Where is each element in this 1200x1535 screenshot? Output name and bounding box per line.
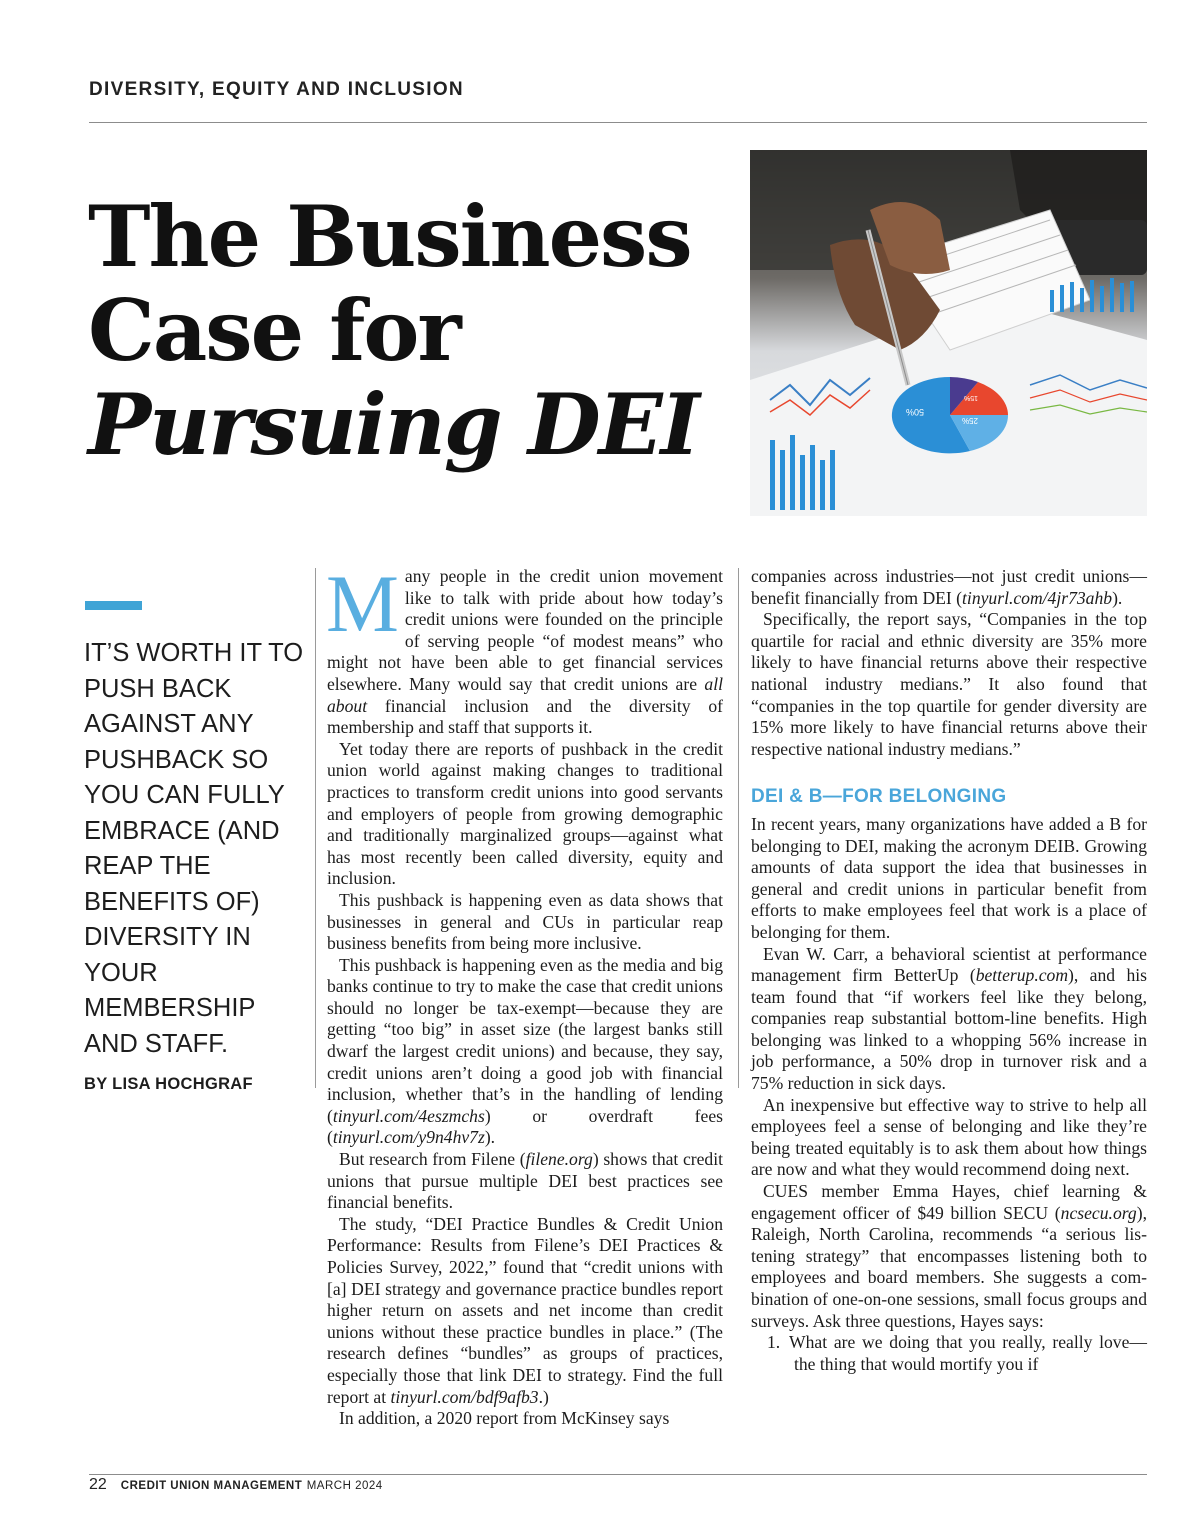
headline-line: The Business	[88, 187, 691, 286]
page-number: 22	[89, 1476, 107, 1493]
business-charts-photo	[750, 150, 1147, 516]
body-paragraph	[751, 1181, 1147, 1332]
url-link[interactable]: tinyurl.com/4eszmchs	[332, 1105, 485, 1126]
headline	[88, 187, 698, 474]
text-run: ) or overdraft fees (	[327, 1105, 723, 1148]
text-run: companies across industries—not just credit unions—benefit financially from DEI (	[751, 566, 1147, 608]
headline-line-italic: Pursuing DEI	[88, 375, 698, 474]
pie-label: 25%	[961, 416, 978, 425]
url-link[interactable]: filene.org	[525, 1149, 593, 1170]
column-divider	[315, 568, 316, 1088]
section-label: DIVERSITY, EQUITY AND INCLUSION	[89, 79, 464, 100]
body-paragraph	[327, 955, 723, 1149]
body-paragraph	[751, 944, 1147, 1095]
text-run: The study, “DEI Practice Bundles & Credit Union Performance: Results from Filene’s DEI Practices & Policies Survey, 2022,” found that “credit unions with [a] DEI strategy and governance practice bundles report higher return on assets and net income than credit unions without these practice bundles in place.” (The research defines “bundles” as groups of practices, especially those that link DEI to strategy. Find the full report at	[327, 1213, 723, 1407]
footer-divider	[89, 1474, 1147, 1475]
section-subhead: DEI & B—FOR BELONGING	[751, 786, 1007, 808]
text-run: Evan W. Carr, a behavioral scientist at performance management firm BetterUp (	[751, 943, 1147, 986]
text-run: But research from Filene (	[339, 1149, 526, 1170]
body-paragraph: Specifically, the report says, “Companies in the top quartile for racial and ethnic diversity are 35% more likely to have financial returns above their respective national industry medians.” It also found that “companies in the top quartile for gender diversity are 15% more likely to have financial returns above their respective national industry medians.”	[751, 609, 1147, 759]
body-paragraph	[327, 1214, 723, 1408]
list-item: 1. What are we doing that you really, really love—the thing that would mortify you if	[767, 1332, 1147, 1374]
header-divider	[89, 122, 1147, 123]
pullquote: IT’S WORTH IT TO PUSH BACK AGAINST ANY PUSHBACK SO YOU CAN FULLY EMBRACE (AND REAP THE BENEFITS OF) DIVERSITY IN YOUR MEMBERSHIP AND STAFF.	[84, 639, 304, 1058]
body-paragraph: In addition, a 2020 report from McKinsey says	[339, 1408, 670, 1429]
url-link[interactable]: tinyurl.com/4jr73ahb	[962, 587, 1113, 608]
url-link[interactable]: ncsecu.org	[1060, 1202, 1137, 1223]
body-column-middle	[326, 558, 723, 1430]
body-paragraph: In recent years, many organizations have added a B for belonging to DEI, making the acronym DEIB. Growing amounts of data support the idea that businesses in general and credit unions in particular benefit from efforts to make employees feel that work is a place of belonging for them.	[751, 813, 1147, 942]
body-paragraph: An inexpensive but effective way to strive to help all employees feel a sense of belonging and like they’re being treated equitably is to ask them about how things are now and what they would recommend doing next.	[751, 1094, 1147, 1180]
headline-line: Case for	[88, 281, 460, 380]
text-run: ) shows that credit unions that pursue multiple DEI best practices see financial benefits.	[327, 1149, 723, 1213]
text-run: CUES member Emma Hayes, chief learning & engagement officer of $49 billion SECU (	[751, 1181, 1147, 1223]
byline: BY LISA HOCHGRAF	[84, 1075, 253, 1093]
body-paragraph	[327, 1149, 723, 1214]
magazine-name: CREDIT UNION MANAGEMENT	[120, 1480, 303, 1492]
text-run: ).	[484, 1127, 496, 1148]
text-run: ), and his team found that “if workers feel like they belong, companies reap substantial bottom-line benefits. High belonging was linked to a whopping 56% increase in job performance, a 50% drop in turnover risk and a 75% reduction in sick days.	[751, 965, 1147, 1094]
text-run: ), Raleigh, North Carolina, recommends “a serious listening strategy” that encompasses listening both to employees and board members. She suggests a combination of one-on-one sessions, small focus groups and surveys. Ask three questions, Hayes says:	[751, 1202, 1147, 1331]
emphasis: all about	[327, 673, 723, 716]
text-run: any people in the credit union movement like to talk with pride about how today’s credit unions were founded on the principle of serving people “of modest means” who might not have been able to get financial services elsewhere. Many would say that credit unions are	[327, 566, 723, 694]
url-link[interactable]: tinyurl.com/y9n4hv7z	[332, 1127, 485, 1148]
pie-label: 15%	[963, 394, 978, 401]
body-paragraph: This pushback is happening even as data shows that businesses in general and CUs in particular reap business benefits from being more inclusive.	[327, 889, 723, 954]
body-paragraph	[751, 566, 1147, 609]
body-paragraph	[326, 558, 723, 739]
text-run: ).	[1112, 587, 1123, 608]
url-link[interactable]: betterup.com	[975, 965, 1069, 986]
text-run: This pushback is happening even as the media and big banks continue to try to make the case that credit unions should no longer be tax-exempt—because they are getting “too big” in asset size (the largest banks still dwarf the largest credit unions) and because, they say, credit unions aren’t doing a good job with financial inclusion, whether that’s in the handling of lending (	[327, 954, 723, 1126]
page-footer	[89, 1476, 383, 1494]
body-column-right	[751, 566, 1147, 1375]
text-run: .)	[538, 1386, 549, 1407]
dropcap: M	[326, 558, 399, 649]
column-divider	[738, 568, 739, 1088]
body-paragraph: Yet today there are reports of pushback in the credit union world against making changes to traditional practices to transform credit unions into good servants and employers of people from growing demographic and traditionally marginalized groups—against what has most recently been called diversity, equity and inclusion.	[327, 738, 723, 889]
text-run: financial inclusion and the diversity of membership and staff that supports it.	[327, 695, 723, 738]
questions-list	[751, 1332, 1147, 1375]
url-link[interactable]: tinyurl.com/bdf9afb3	[390, 1386, 539, 1407]
pie-label: 50%	[905, 407, 924, 417]
pullquote-accent-bar	[85, 601, 142, 610]
issue-date: MARCH 2024	[306, 1480, 383, 1492]
